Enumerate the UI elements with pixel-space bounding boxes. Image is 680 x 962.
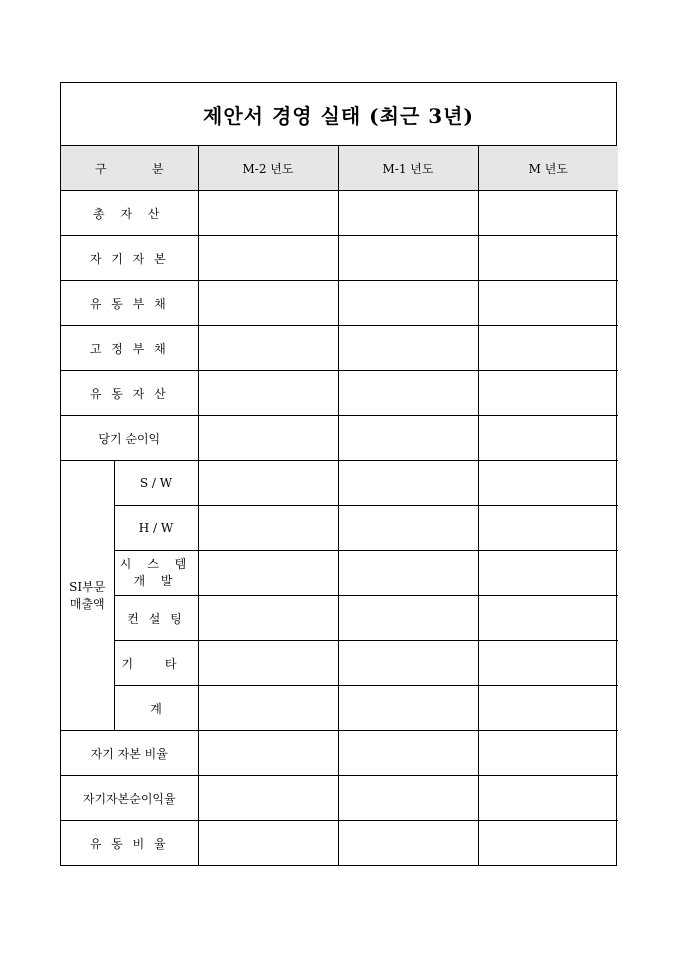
- financial-table: [61, 146, 618, 865]
- value-cell[interactable]: [338, 236, 478, 281]
- row-label-equity-net-income-ratio: 자기자본순이익율: [61, 776, 198, 821]
- table-row: [61, 506, 618, 551]
- category-header-left: 구: [95, 161, 107, 176]
- year-header-m1: M-1 년도: [338, 146, 478, 191]
- row-label-equity: 자 기 자 본: [61, 236, 198, 281]
- form-title: 제안서 경영 실태 (최근 3년): [61, 83, 616, 146]
- si-group-line2: 매출액: [69, 596, 105, 611]
- row-label-si-system-dev: [114, 551, 198, 596]
- value-cell[interactable]: [478, 776, 618, 821]
- table-row: [61, 326, 618, 371]
- category-header-right: 분: [151, 161, 164, 176]
- table-row: [61, 281, 618, 326]
- table-row: [61, 191, 618, 236]
- table-row: [61, 776, 618, 821]
- year-header-m2: M-2 년도: [198, 146, 338, 191]
- row-label-current-assets: 유 동 자 산: [61, 371, 198, 416]
- value-cell[interactable]: [338, 191, 478, 236]
- value-cell[interactable]: [478, 506, 618, 551]
- value-cell[interactable]: [338, 641, 478, 686]
- value-cell[interactable]: [338, 551, 478, 596]
- value-cell[interactable]: [198, 191, 338, 236]
- table-row: [61, 461, 618, 506]
- value-cell[interactable]: [198, 236, 338, 281]
- category-header: [61, 146, 198, 191]
- value-cell[interactable]: [478, 326, 618, 371]
- value-cell[interactable]: [478, 596, 618, 641]
- value-cell[interactable]: [198, 461, 338, 506]
- value-cell[interactable]: [338, 281, 478, 326]
- row-label-si-total: 계: [114, 686, 198, 731]
- value-cell[interactable]: [338, 506, 478, 551]
- value-cell[interactable]: [198, 686, 338, 731]
- row-label-si-other: 기 타: [114, 641, 198, 686]
- value-cell[interactable]: [338, 371, 478, 416]
- value-cell[interactable]: [198, 776, 338, 821]
- table-row: [61, 551, 618, 596]
- row-label-si-consulting: 컨 설 팅: [114, 596, 198, 641]
- value-cell[interactable]: [338, 731, 478, 776]
- value-cell[interactable]: [478, 281, 618, 326]
- row-label-fixed-liabilities: 고 정 부 채: [61, 326, 198, 371]
- row-label-total-assets: 총 자 산: [61, 191, 198, 236]
- si-system-line1: 시 스 템: [119, 557, 193, 571]
- row-label-current-ratio: 유 동 비 율: [61, 821, 198, 866]
- si-system-line2: 개 발: [133, 574, 179, 588]
- value-cell[interactable]: [338, 596, 478, 641]
- financial-status-form: [60, 82, 617, 866]
- row-label-equity-ratio: 자기 자본 비율: [61, 731, 198, 776]
- value-cell[interactable]: [478, 416, 618, 461]
- value-cell[interactable]: [478, 641, 618, 686]
- value-cell[interactable]: [338, 326, 478, 371]
- value-cell[interactable]: [478, 731, 618, 776]
- value-cell[interactable]: [478, 686, 618, 731]
- table-row: [61, 731, 618, 776]
- table-row: [61, 236, 618, 281]
- year-header-m: M 년도: [478, 146, 618, 191]
- value-cell[interactable]: [338, 686, 478, 731]
- value-cell[interactable]: [478, 191, 618, 236]
- table-row: [61, 686, 618, 731]
- value-cell[interactable]: [198, 596, 338, 641]
- value-cell[interactable]: [338, 461, 478, 506]
- value-cell[interactable]: [198, 731, 338, 776]
- value-cell[interactable]: [198, 371, 338, 416]
- row-label-current-liabilities: 유 동 부 채: [61, 281, 198, 326]
- row-label-net-income: 당기 순이익: [61, 416, 198, 461]
- table-row: [61, 416, 618, 461]
- value-cell[interactable]: [478, 236, 618, 281]
- value-cell[interactable]: [198, 821, 338, 866]
- table-row: [61, 821, 618, 866]
- value-cell[interactable]: [338, 776, 478, 821]
- value-cell[interactable]: [338, 821, 478, 866]
- table-row: [61, 596, 618, 641]
- value-cell[interactable]: [478, 551, 618, 596]
- table-row: [61, 641, 618, 686]
- value-cell[interactable]: [198, 641, 338, 686]
- value-cell[interactable]: [198, 506, 338, 551]
- value-cell[interactable]: [198, 281, 338, 326]
- si-group-line1: SI부문: [69, 579, 106, 594]
- value-cell[interactable]: [478, 371, 618, 416]
- value-cell[interactable]: [198, 416, 338, 461]
- table-row: [61, 371, 618, 416]
- value-cell[interactable]: [198, 326, 338, 371]
- row-label-si-hw: H / W: [114, 506, 198, 551]
- value-cell[interactable]: [198, 551, 338, 596]
- value-cell[interactable]: [478, 461, 618, 506]
- table-header-row: [61, 146, 618, 191]
- value-cell[interactable]: [478, 821, 618, 866]
- value-cell[interactable]: [338, 416, 478, 461]
- si-sales-group-label: [61, 461, 114, 731]
- row-label-si-sw: S / W: [114, 461, 198, 506]
